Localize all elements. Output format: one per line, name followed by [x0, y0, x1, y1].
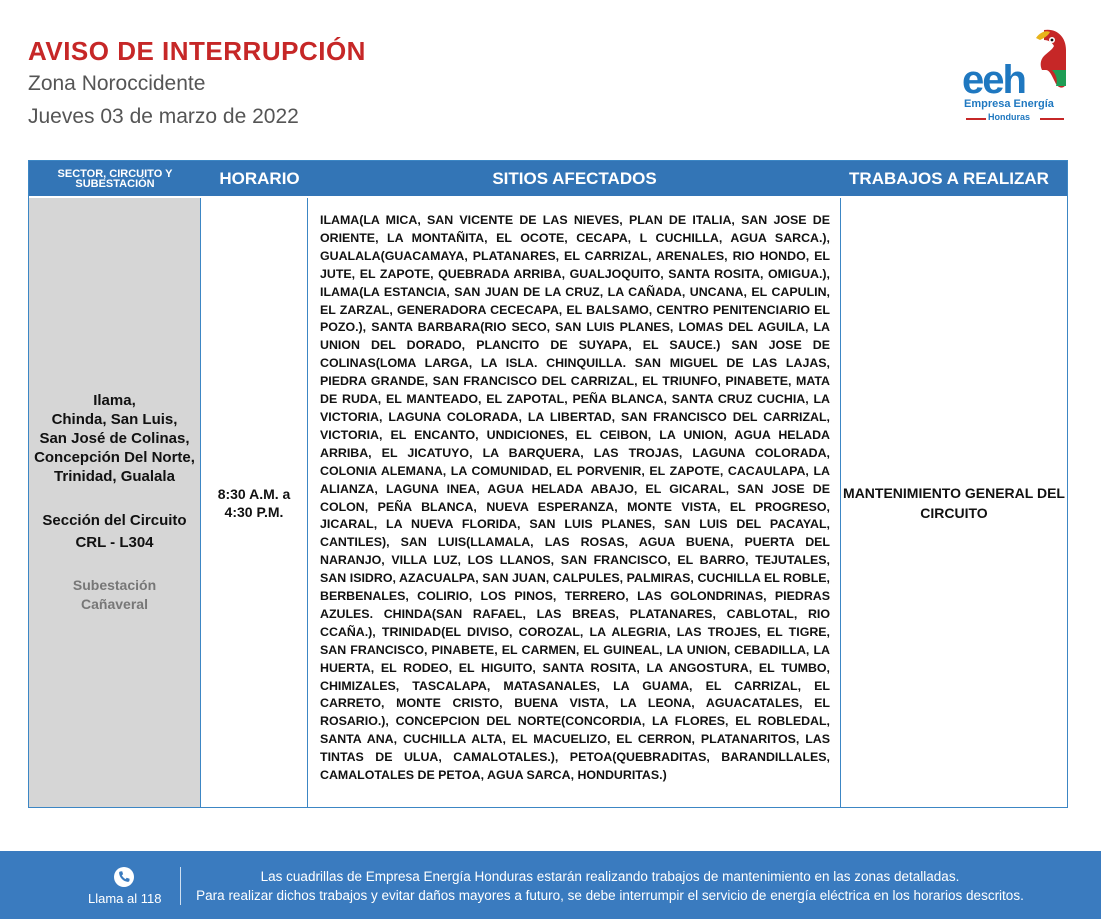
notice-date: Jueves 03 de marzo de 2022 — [28, 105, 299, 128]
circuit-section — [42, 510, 186, 554]
table-row — [29, 198, 1067, 807]
footer-message — [190, 867, 1030, 905]
logo-rule-right — [1040, 118, 1064, 120]
header-sector: SECTOR, CIRCUITO Y SUBESTACIÓN — [57, 167, 173, 190]
parrot-icon — [1022, 26, 1068, 96]
sitios-cell: ILAMA(LA MICA, SAN VICENTE DE LAS NIEVES, PLAN DE ITALIA, SAN JOSE DE ORIENTE, LA MONTAÑITA, EL OCOTE, CECAPA, L CUCHILLA, AGUA SARCA.), GUALALA(GUACAMAYA, PLATANARES, EL CARRIZAL, ARENALES, RIO HONDO, EL JUTE, EL ZAPOTE, QUEBRADA ARRIBA, GUALJOQUITO, SANTA ROSITA, OMIGUA.), ILAMA(LA ESTANCIA, SAN JUAN DE LA CRUZ, LA CAÑADA, UNCANA, EL CAPULIN, EL ZARZAL, GENERADORA CECECAPA, EL BALSAMO, CENTRO PENITENCIARIO EL POZO.), SANTA BARBARA(RIO SECO, SAN LUIS PLANES, LOMAS DEL AGUILA, LA UNION DEL DORADO, PLANCITO DE SUYAPA, EL SAUCE.) SAN JOSE DE COLINAS(LOMA LARGA, LA ISLA. CHINQUILLA. SAN MIGUEL DE LAS LAJAS, PIEDRA GRANDE, SAN FRANCISCO DEL CARRIZAL, EL TRIUNFO, PINABETE, MATA DE RUDA, EL MANTEADO, EL ZAPOTAL, PEÑA BLANCA, SANTA CRUZ CUCHIA, LA VICTORIA, LAGUNA COLORADA, LA LIBERTAD, SAN FRANCISCO DEL CARRIZAL, VICTORIA, EL ENCANTO, UNDICIONES, EL CEIBON, LA UNION, AGUA HELADA ARRIBA, EL JICATUYO, LA BARQUERA, LAS TROJAS, LAGUNA COLORADA, COLONIA ALEMANA, LA COMUNIDAD, EL PORVENIR, EL ZAPOTE, CACAULAPA, LA ALIANZA, LAGUNA INEA, AGUA HELADA ABAJO, EL GICARAL, SAN JOSE DE COLON, PEÑA BLANCA, NUEVA ESPERANZA, MONTE VISTA, EL PROGRESO, JICARAL, LA NUEVA FLORIDA, SAN LUIS PLANES, SAN LUIS DEL PACAYAL, CANTILES), SAN LUIS(LLAMALA, LAS ROSAS, AGUA BUENA, PUERTA DEL NARANJO, VILLA LUZ, LOS LLANOS, SAN FRANCISCO, EL BARRO, TEJUTALES, SAN ISIDRO, AZACUALPA, SAN JUAN, CALPULES, PALMIRAS, CUCHILLA EL ROBLE, BERBENALES, COLIRIO, LOS PINOS, TERRERO, LAS GOLONDRINAS, PIEDRAS AZULES. CHINDA(SAN RAFAEL, LAS BREAS, PLATANARES, CABLOTAL, RIO CCAÑA.), TRINIDAD(EL DIVISO, COROZAL, LA ALEGRIA, LAS TROJES, EL TIGRE, SAN FRANCISCO, PINABETE, EL CARMEN, EL GUINEAL, LA UNION, CEBADILLA, LA HUERTA, EL RODEO, EL HIGUITO, SANTA ROSITA, LA ANGOSTURA, EL TUMBO, CHIMIZALES, TASCALAPA, MATASANALES, LA GUAMA, EL CARRIZAL, EL CARRETO, MONTE CRISTO, BUENA VISTA, LA LEONA, AGUACATALES, EL ROSARIO.), CONCEPCION DEL NORTE(CONCORDIA, LA FLORES, EL ROBLEDAL, SANTA ANA, CUCHILLA ALTA, EL MACUELIZO, EL CERRON, PLATANARITOS, LAS TINTAS DE ULUA, CAMALOTALES.), PETOA(QUEBRADITAS, BARANDILLALES, CAMALOTALES DE PETOA, AGUA SARCA, HONDURITAS.) — [308, 198, 841, 807]
interruption-table — [28, 160, 1068, 808]
zone-label: Zona Noroccidente — [28, 72, 206, 95]
logo-rule-left — [966, 118, 986, 120]
horario-cell: 8:30 A.M. a 4:30 P.M. — [201, 198, 308, 807]
substation-name: Subestación Cañaveral — [72, 577, 157, 612]
phone-label: Llama al 118 — [88, 891, 162, 906]
logo-company: Empresa Energía — [964, 98, 1054, 110]
footer-line-1: Las cuadrillas de Empresa Energía Honduras estarán realizando trabajos de mantenimiento en las zonas detalladas. — [260, 869, 960, 884]
logo-country: Honduras — [988, 112, 1031, 122]
header-trabajos: TRABAJOS A REALIZAR — [849, 168, 1049, 188]
phone-icon — [114, 867, 134, 887]
section-label: Sección del Circuito — [42, 512, 187, 529]
notice-title: AVISO DE INTERRUPCIÓN — [28, 36, 366, 66]
sector-places: Ilama, Chinda, San Luis, San José de Colinas, Concepción Del Norte, Trinidad, Gualala — [34, 392, 195, 485]
eeh-logo — [960, 26, 1070, 126]
circuit-code: CRL - L304 — [75, 534, 154, 551]
header-sitios: SITIOS AFECTADOS — [492, 168, 657, 188]
notice-header — [28, 36, 366, 131]
table-header — [29, 161, 1067, 196]
sector-cell — [29, 198, 201, 807]
footer-banner — [0, 851, 1101, 919]
trabajos-cell: MANTENIMIENTO GENERAL DEL CIRCUITO — [841, 198, 1067, 807]
footer-line-2: Para realizar dichos trabajos y evitar daños mayores a futuro, se debe interrumpir el servicio de energía eléctrica en los horarios descritos. — [196, 888, 1024, 903]
header-horario: HORARIO — [219, 168, 300, 188]
footer-divider — [180, 867, 181, 905]
logo-mark: eeh — [962, 58, 1025, 102]
